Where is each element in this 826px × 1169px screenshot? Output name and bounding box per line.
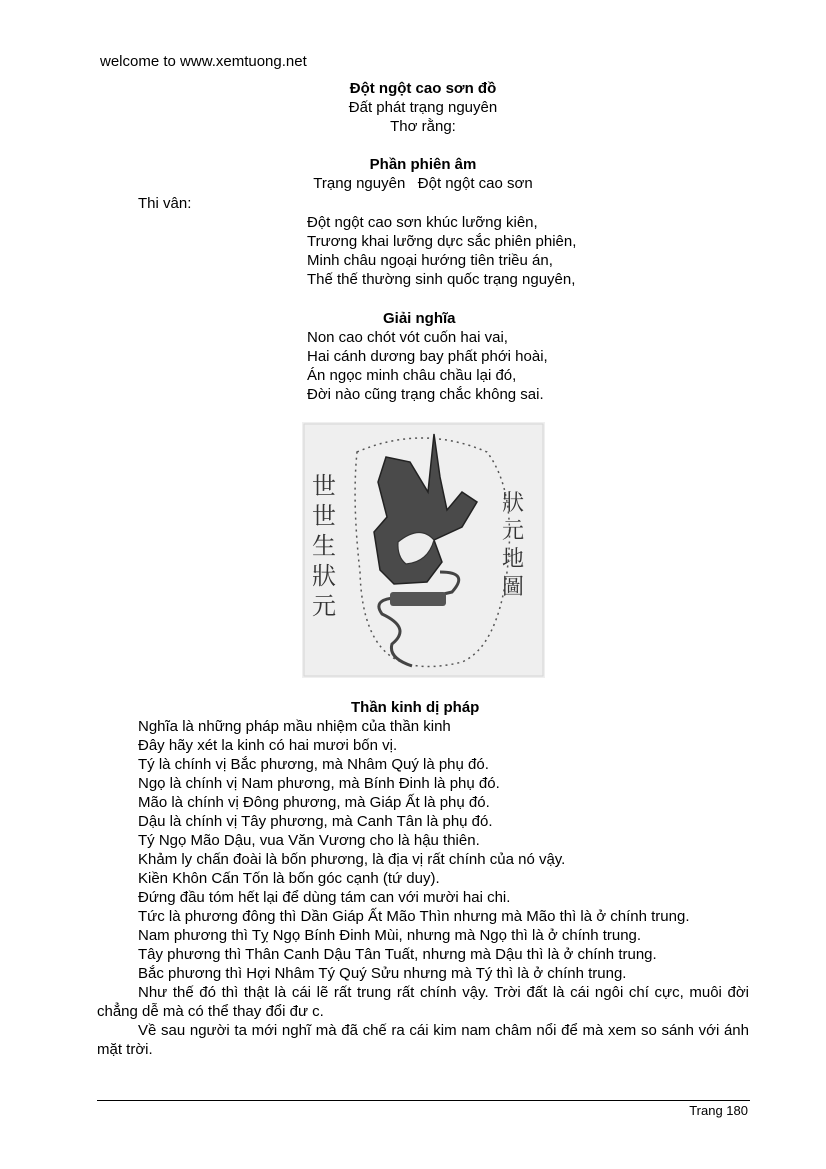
giai-nghia-poem xyxy=(307,328,548,404)
table-mound xyxy=(390,592,446,606)
body-paragraph: Về sau người ta mới nghĩ mà đã chế ra cái kim nam châm nổi để mà xem so sánh với ánh mặt trời. xyxy=(97,1022,749,1058)
inscription-char: 世 xyxy=(312,502,336,530)
body-paragraph: Mão là chính vị Đông phương, mà Giáp Ất là phụ đó. xyxy=(138,794,490,811)
body-paragraph: Nam phương thì Tỵ Ngọ Bính Đinh Mùi, nhưng mà Ngọ thì là ở chính trung. xyxy=(138,927,642,944)
inscription-char: 元 xyxy=(312,592,336,620)
giai-nghia-heading: Giải nghĩa xyxy=(383,310,456,327)
inscription-char: 生 xyxy=(312,532,336,560)
mountain-map-drawing xyxy=(302,422,545,678)
inscription-char: 世 xyxy=(312,472,336,500)
body-paragraph: Kiền Khôn Cấn Tốn là bốn góc cạnh (tứ duy). xyxy=(138,870,440,887)
body-paragraph: Đây hãy xét la kinh có hai mươi bốn vị. xyxy=(138,737,398,754)
phien-am-heading: Phần phiên âm xyxy=(369,156,477,173)
poem-line: Minh châu ngoại hướng tiên triều án, xyxy=(307,252,553,269)
body-paragraph: Ngọ là chính vị Nam phương, mà Bính Đinh là phụ đó. xyxy=(138,775,500,792)
poem-line: Đột ngột cao sơn khúc lưỡng kiên, xyxy=(307,214,538,231)
than-kinh-heading: Thần kinh dị pháp xyxy=(351,699,480,716)
inscription-char: 元 xyxy=(502,519,525,544)
body-paragraph: Như thế đó thì thật là cái lẽ rất trung rất chính vậy. Trời đất là cái ngôi chí cực, muôi đời chẳng dễ mà có thể thay đổi đư c. xyxy=(97,984,749,1020)
thi-van-label: Thi vân: xyxy=(138,195,192,212)
phien-am-subtitle: Trạng nguyên Đột ngột cao sơn xyxy=(313,175,533,192)
body-paragraph: Tý Ngọ Mão Dậu, vua Văn Vương cho là hậu thiên. xyxy=(138,832,480,849)
page-number: Trang 180 xyxy=(689,1103,748,1118)
poem-line: Hai cánh dương bay phất phới hoài, xyxy=(307,348,548,365)
inscription-char: 狀 xyxy=(502,491,525,516)
poem-line: Đời nào cũng trạng chắc không sai. xyxy=(307,386,544,403)
body-paragraph: Tức là phương đông thì Dần Giáp Ất Mão Thìn nhưng mà Mão thì là ở chính trung. xyxy=(138,908,690,925)
inscription-char: 地 xyxy=(502,547,525,572)
left-vertical-inscription xyxy=(312,472,336,620)
poem-intro: Thơ rằng: xyxy=(390,118,456,135)
inscription-char: 狀 xyxy=(312,562,336,590)
phien-am-poem xyxy=(307,213,576,289)
body-paragraph: Nghĩa là những pháp mầu nhiệm của thần kinh xyxy=(138,718,451,735)
page-title: Đột ngột cao sơn đồ xyxy=(349,80,497,97)
poem-line: Non cao chót vót cuốn hai vai, xyxy=(307,329,508,346)
left-inscription-group xyxy=(312,472,336,620)
than-kinh-body xyxy=(97,717,749,1059)
body-paragraph: Bắc phương thì Hợi Nhâm Tý Quý Sửu nhưng mà Tý thì là ở chính trung. xyxy=(138,965,627,982)
page-subtitle: Đất phát trạng nguyên xyxy=(348,99,498,116)
inscription-char: 圖 xyxy=(502,575,525,600)
geomancy-map-figure xyxy=(302,422,545,678)
body-paragraph: Dậu là chính vị Tây phương, mà Canh Tân là phụ đó. xyxy=(138,813,493,830)
poem-line: Trương khai lưỡng dực sắc phiên phiên, xyxy=(307,233,577,250)
footer-divider xyxy=(97,1100,750,1101)
site-header: welcome to www.xemtuong.net xyxy=(100,53,307,70)
body-paragraph: Đứng đầu tóm hết lại để dùng tám can với mười hai chi. xyxy=(138,889,511,906)
body-paragraph: Tây phương thì Thân Canh Dậu Tân Tuất, nhưng mà Dậu thì là ở chính trung. xyxy=(138,946,657,963)
body-paragraph: Khảm ly chấn đoài là bốn phương, là địa vị rất chính của nó vậy. xyxy=(138,851,566,868)
poem-line: Thế thế thường sinh quốc trạng nguyên, xyxy=(307,271,576,288)
body-paragraph: Tý là chính vị Bắc phương, mà Nhâm Quý là phụ đó. xyxy=(138,756,489,773)
poem-line: Án ngọc minh châu chầu lại đó, xyxy=(307,367,517,384)
